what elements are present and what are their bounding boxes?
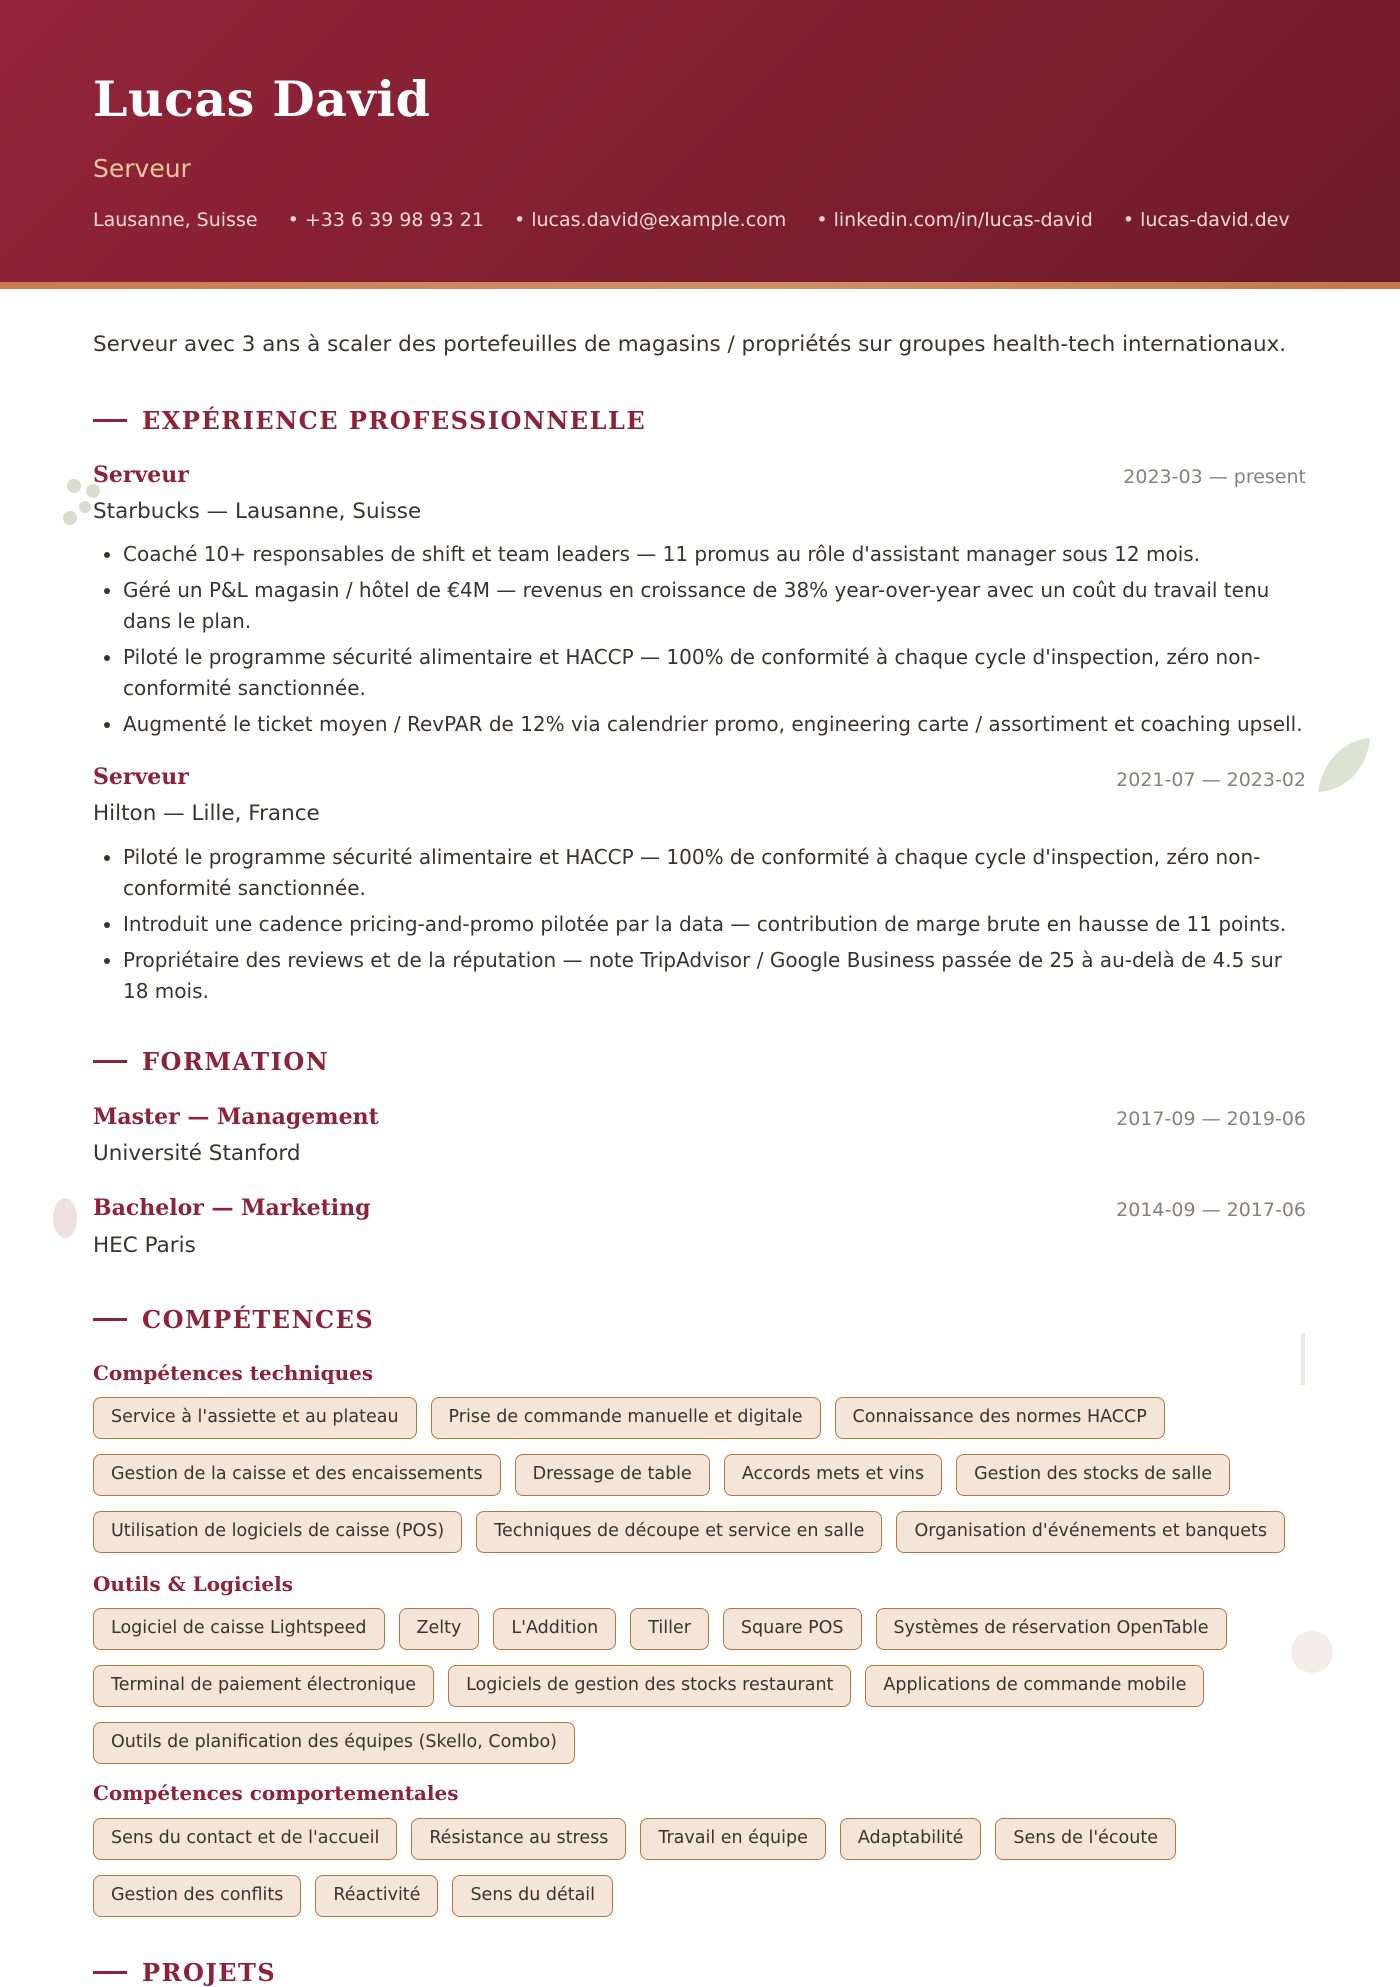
skill-chips-technical [93,1397,1307,1553]
skill-chip: Systèmes de réservation OpenTable [876,1608,1227,1650]
degree-title: Master — Management [93,1104,379,1130]
skill-chip: Dressage de table [515,1454,710,1496]
skill-chip: Gestion de la caisse et des encaissements [93,1454,501,1496]
skill-chip: Gestion des conflits [93,1875,301,1917]
section-dash [93,1971,127,1974]
decorative-petal-icon [50,1196,80,1240]
list-item: • Propriétaire des reviews et de la réputation — note TripAdvisor / Google Business passée de 25 à au-delà de 4.5 sur 18 mois. [123,945,1307,1007]
header-divider [0,282,1400,289]
skill-chip: Accords mets et vins [724,1454,942,1496]
contact-email[interactable]: • lucas.david@example.com [514,209,786,231]
skill-chip: Utilisation de logiciels de caisse (POS) [93,1511,462,1553]
list-item: • Géré un P&L magasin / hôtel de €4M — revenus en croissance de 38% year-over-year avec un coût du travail tenu dans le plan. [123,575,1307,637]
list-item: • Piloté le programme sécurité alimentaire et HACCP — 100% de conformité à chaque cycle d'inspection, zéro non-conformité sanctionnée. [123,642,1307,704]
section-dash [93,1318,127,1321]
section-title-education: FORMATION [93,1047,329,1076]
school-name: Université Stanford [93,1141,301,1166]
contact-website[interactable]: • lucas-david.dev [1123,209,1290,231]
section-title-experience: EXPÉRIENCE PROFESSIONNELLE [93,406,646,435]
skill-group-title: Compétences techniques [93,1361,374,1385]
contact-line [93,209,1314,231]
skill-chip: Square POS [723,1608,862,1650]
skill-chip: Logiciels de gestion des stocks restaurant [448,1665,851,1707]
skill-chips-soft [93,1818,1307,1917]
profile-summary: Serveur avec 3 ans à scaler des portefeuilles de magasins / propriétés sur groupes health-tech internationaux. [93,332,1287,357]
skill-chips-tools [93,1608,1307,1764]
skill-chip: Sens de l'écoute [995,1818,1176,1860]
contact-location: Lausanne, Suisse [93,209,258,231]
list-item: • Piloté le programme sécurité alimentaire et HACCP — 100% de conformité à chaque cycle d'inspection, zéro non-conformité sanctionnée. [123,842,1307,904]
skill-chip: Prise de commande manuelle et digitale [431,1397,821,1439]
skill-chip: Service à l'assiette et au plateau [93,1397,417,1439]
job-bullets [93,539,1307,745]
school-name: HEC Paris [93,1233,196,1258]
job-bullets [93,842,1307,1012]
job-company: Hilton — Lille, France [93,801,320,826]
degree-date: 2014-09 — 2017-06 [1116,1199,1306,1221]
skill-chip: Travail en équipe [640,1818,826,1860]
skill-chip: Zelty [399,1608,480,1650]
skill-chip: Réactivité [315,1875,438,1917]
candidate-name: Lucas David [93,70,431,128]
skill-chip: Terminal de paiement électronique [93,1665,434,1707]
job-company: Starbucks — Lausanne, Suisse [93,499,422,524]
skill-chip: Adaptabilité [840,1818,982,1860]
skill-chip: Gestion des stocks de salle [956,1454,1230,1496]
skill-chip: Outils de planification des équipes (Skello, Combo) [93,1722,575,1764]
degree-title: Bachelor — Marketing [93,1195,371,1221]
list-item: • Coaché 10+ responsables de shift et team leaders — 11 promus au rôle d'assistant manager sous 12 mois. [123,539,1307,570]
skill-chip: Organisation d'événements et banquets [896,1511,1285,1553]
list-item: • Augmenté le ticket moyen / RevPAR de 12% via calendrier promo, engineering carte / assortiment et coaching upsell. [123,709,1307,740]
section-title-skills: COMPÉTENCES [93,1305,374,1334]
degree-date: 2017-09 — 2019-06 [1116,1108,1306,1130]
skill-group-title: Compétences comportementales [93,1781,459,1805]
skill-chip: Tiller [630,1608,709,1650]
job-title: Serveur [93,764,189,790]
decorative-bar [1301,1333,1305,1385]
skill-chip: Sens du contact et de l'accueil [93,1818,397,1860]
contact-phone[interactable]: • +33 6 39 98 93 21 [288,209,484,231]
section-dash [93,419,127,422]
decorative-leaf-icon [1314,734,1374,798]
job-title: Serveur [93,462,189,488]
candidate-role: Serveur [93,154,191,183]
job-date: 2023-03 — present [1123,466,1306,488]
list-item: • Introduit une cadence pricing-and-promo pilotée par la data — contribution de marge brute en hausse de 11 points. [123,909,1307,940]
contact-linkedin[interactable]: • linkedin.com/in/lucas-david [816,209,1092,231]
skill-group-title: Outils & Logiciels [93,1572,293,1596]
job-date: 2021-07 — 2023-02 [1116,769,1306,791]
skill-chip: Résistance au stress [411,1818,626,1860]
skill-chip: L'Addition [493,1608,616,1650]
section-dash [93,1060,127,1063]
skill-chip: Logiciel de caisse Lightspeed [93,1608,385,1650]
skill-chip: Sens du détail [452,1875,613,1917]
skill-chip: Applications de commande mobile [865,1665,1204,1707]
skill-chip: Connaissance des normes HACCP [835,1397,1165,1439]
section-title-projects: PROJETS [93,1958,276,1987]
skill-chip: Techniques de découpe et service en salle [476,1511,882,1553]
resume-header [0,0,1400,282]
